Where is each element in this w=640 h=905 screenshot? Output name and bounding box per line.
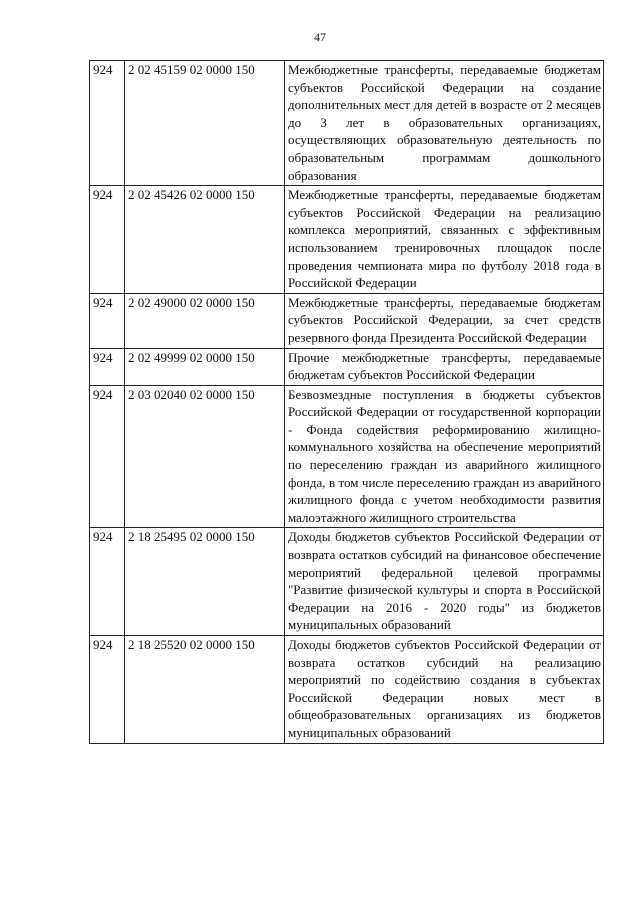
table-row: [90, 528, 604, 636]
budget-code-cell: 2 18 25520 02 0000 150: [125, 636, 285, 744]
admin-code-cell: 924: [90, 636, 125, 744]
table-row: [90, 636, 604, 744]
revenue-name-cell: Прочие межбюджетные трансферты, передаваемые бюджетам субъектов Российской Федерации: [285, 348, 604, 385]
budget-code-cell: 2 18 25495 02 0000 150: [125, 528, 285, 636]
budget-code-cell: 2 02 49999 02 0000 150: [125, 348, 285, 385]
revenue-name-cell: Межбюджетные трансферты, передаваемые бюджетам субъектов Российской Федерации на реализацию комплекса мероприятий, связанных с эффективным использованием тренировочных площадок после проведения чемпионата мира по футболу 2018 года в Российской Федерации: [285, 186, 604, 294]
page-number: 47: [314, 30, 326, 44]
revenue-name-cell: Доходы бюджетов субъектов Российской Федерации от возврата остатков субсидий на реализацию мероприятий по содействию создания в субъектах Российской Федерации новых мест в общеобразовательных организациях из бюджетов муниципальных образований: [285, 636, 604, 744]
revenue-code-table: [89, 60, 604, 744]
revenue-name-cell: Доходы бюджетов субъектов Российской Федерации от возврата остатков субсидий на финансовое обеспечение мероприятий федеральной целевой программы "Развитие физической культуры и спорта в Российской Федерации на 2016 - 2020 годы" из бюджетов муниципальных образований: [285, 528, 604, 636]
table-row: [90, 61, 604, 186]
table-row: [90, 348, 604, 385]
admin-code-cell: 924: [90, 293, 125, 348]
revenue-name-cell: Межбюджетные трансферты, передаваемые бюджетам субъектов Российской Федерации на создание дополнительных мест для детей в возрасте от 2 месяцев до 3 лет в образовательных организациях, осуществляющих образовательную деятельность по образовательным программам дошкольного образования: [285, 61, 604, 186]
revenue-name-cell: Межбюджетные трансферты, передаваемые бюджетам субъектов Российской Федерации, за счет средств резервного фонда Президента Российской Федерации: [285, 293, 604, 348]
table-row: [90, 186, 604, 294]
admin-code-cell: 924: [90, 348, 125, 385]
table-row: [90, 293, 604, 348]
budget-code-cell: 2 02 45426 02 0000 150: [125, 186, 285, 294]
budget-code-cell: 2 02 45159 02 0000 150: [125, 61, 285, 186]
revenue-name-cell: Безвозмездные поступления в бюджеты субъектов Российской Федерации от государственной корпорации - Фонда содействия реформированию жилищно-коммунального хозяйства на обеспечение мероприятий по переселению граждан из аварийного жилищного фонда, в том числе переселению граждан из аварийного жилищного фонда с учетом необходимости развития малоэтажного жилищного строительства: [285, 385, 604, 528]
admin-code-cell: 924: [90, 61, 125, 186]
budget-code-cell: 2 03 02040 02 0000 150: [125, 385, 285, 528]
admin-code-cell: 924: [90, 186, 125, 294]
table-row: [90, 385, 604, 528]
budget-code-cell: 2 02 49000 02 0000 150: [125, 293, 285, 348]
admin-code-cell: 924: [90, 528, 125, 636]
admin-code-cell: 924: [90, 385, 125, 528]
